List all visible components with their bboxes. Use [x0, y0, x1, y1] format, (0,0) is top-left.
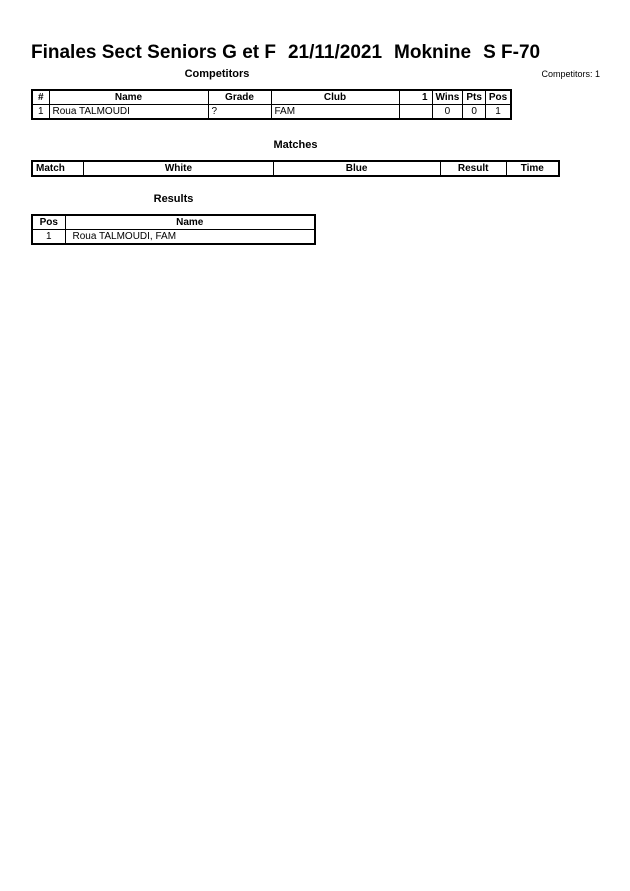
column-header-pos: Pos — [32, 215, 65, 230]
column-header-number: # — [32, 90, 49, 105]
cell-club: FAM — [271, 105, 399, 120]
column-header-grade: Grade — [208, 90, 271, 105]
column-header-round-1: 1 — [399, 90, 432, 105]
page-title — [31, 42, 540, 64]
cell-name: Roua TALMOUDI, FAM — [65, 230, 315, 245]
column-header-name: Name — [65, 215, 315, 230]
matches-heading: Matches — [273, 139, 318, 151]
cell-pos: 1 — [485, 105, 511, 120]
title-place: Moknine — [394, 42, 472, 63]
cell-number: 1 — [32, 105, 49, 120]
table-row — [32, 230, 315, 245]
title-category: S F-70 — [483, 42, 541, 63]
column-header-result: Result — [440, 161, 506, 176]
column-header-pos: Pos — [485, 90, 511, 105]
table-header-row — [32, 90, 511, 105]
matches-table — [31, 160, 560, 177]
column-header-blue: Blue — [273, 161, 440, 176]
column-header-white: White — [84, 161, 273, 176]
cell-round-1 — [399, 105, 432, 120]
competitors-table — [31, 89, 512, 120]
cell-pos: 1 — [32, 230, 65, 245]
title-date: 21/11/2021 — [287, 42, 383, 63]
table-row — [32, 105, 511, 120]
column-header-time: Time — [506, 161, 559, 176]
cell-name: Roua TALMOUDI — [49, 105, 208, 120]
title-event: Finales Sect Seniors G et F — [31, 42, 276, 63]
table-header-row — [32, 215, 315, 230]
column-header-match: Match — [32, 161, 84, 176]
column-header-club: Club — [271, 90, 399, 105]
table-header-row — [32, 161, 559, 176]
cell-pts: 0 — [463, 105, 486, 120]
column-header-pts: Pts — [463, 90, 486, 105]
competitors-count: Competitors: 1 — [541, 69, 600, 79]
results-table — [31, 214, 316, 245]
column-header-wins: Wins — [432, 90, 463, 105]
cell-wins: 0 — [432, 105, 463, 120]
results-heading: Results — [153, 193, 194, 205]
column-header-name: Name — [49, 90, 208, 105]
cell-grade: ? — [208, 105, 271, 120]
competitors-heading: Competitors — [184, 68, 250, 80]
